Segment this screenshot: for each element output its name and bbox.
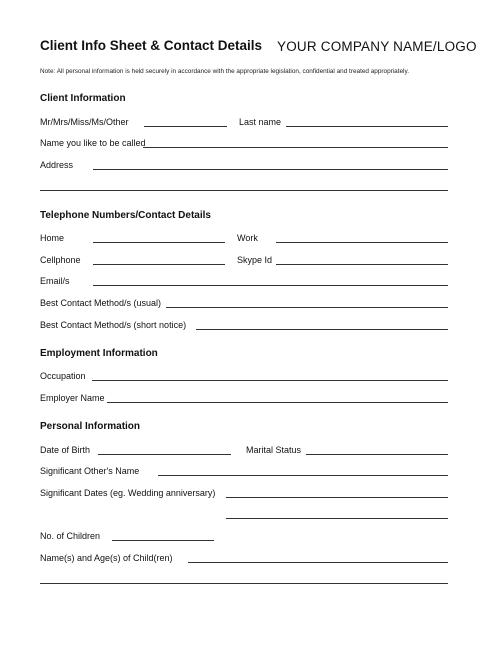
title-field[interactable] [144, 126, 227, 127]
best-contact-short-label: Best Contact Method/s (short notice) [40, 320, 187, 330]
marital-status-field[interactable] [306, 454, 448, 455]
marital-status-label: Marital Status [246, 445, 302, 455]
email-field[interactable] [93, 285, 448, 286]
company-logo-placeholder: YOUR COMPANY NAME/LOGO [277, 39, 477, 54]
dob-field[interactable] [98, 454, 231, 455]
employer-name-field[interactable] [107, 402, 448, 403]
address-label: Address [40, 160, 74, 170]
best-contact-usual-field[interactable] [166, 307, 448, 308]
dob-label: Date of Birth [40, 445, 91, 455]
cellphone-label: Cellphone [40, 255, 81, 265]
address-field-line-1[interactable] [93, 169, 448, 170]
children-count-field[interactable] [112, 540, 214, 541]
work-phone-label: Work [237, 233, 258, 243]
employment-section-heading: Employment Information [40, 348, 158, 359]
skype-field[interactable] [276, 264, 448, 265]
significant-other-label: Significant Other's Name [40, 466, 140, 476]
privacy-note: Note: All personal information is held securely in accordance with the appropriate legislation, confidential and treated appropriately. [40, 68, 409, 75]
children-names-field-line-1[interactable] [188, 562, 448, 563]
skype-label: Skype Id [237, 255, 273, 265]
preferred-name-field[interactable] [143, 147, 448, 148]
significant-dates-field-line-2[interactable] [226, 518, 448, 519]
client-section-heading: Client Information [40, 93, 126, 104]
significant-other-field[interactable] [158, 475, 448, 476]
children-count-label: No. of Children [40, 531, 101, 541]
home-phone-field[interactable] [93, 242, 225, 243]
cellphone-field[interactable] [93, 264, 225, 265]
significant-dates-field-line-1[interactable] [226, 497, 448, 498]
form-title: Client Info Sheet & Contact Details [40, 38, 263, 53]
title-label: Mr/Mrs/Miss/Ms/Other [40, 117, 129, 127]
work-phone-field[interactable] [276, 242, 448, 243]
email-label: Email/s [40, 276, 70, 286]
last-name-label: Last name [239, 117, 282, 127]
contact-section-heading: Telephone Numbers/Contact Details [40, 210, 211, 221]
best-contact-short-field[interactable] [196, 329, 448, 330]
occupation-field[interactable] [92, 380, 448, 381]
home-phone-label: Home [40, 233, 65, 243]
children-names-label: Name(s) and Age(s) of Child(ren) [40, 553, 173, 563]
address-field-line-2[interactable] [40, 190, 448, 191]
personal-section-heading: Personal Information [40, 421, 141, 432]
significant-dates-label: Significant Dates (eg. Wedding anniversary) [40, 488, 216, 498]
employer-name-label: Employer Name [40, 393, 105, 403]
children-names-field-line-2[interactable] [40, 583, 448, 584]
preferred-name-label: Name you like to be called [40, 138, 146, 148]
best-contact-usual-label: Best Contact Method/s (usual) [40, 298, 162, 308]
last-name-field[interactable] [286, 126, 448, 127]
occupation-label: Occupation [40, 371, 86, 381]
